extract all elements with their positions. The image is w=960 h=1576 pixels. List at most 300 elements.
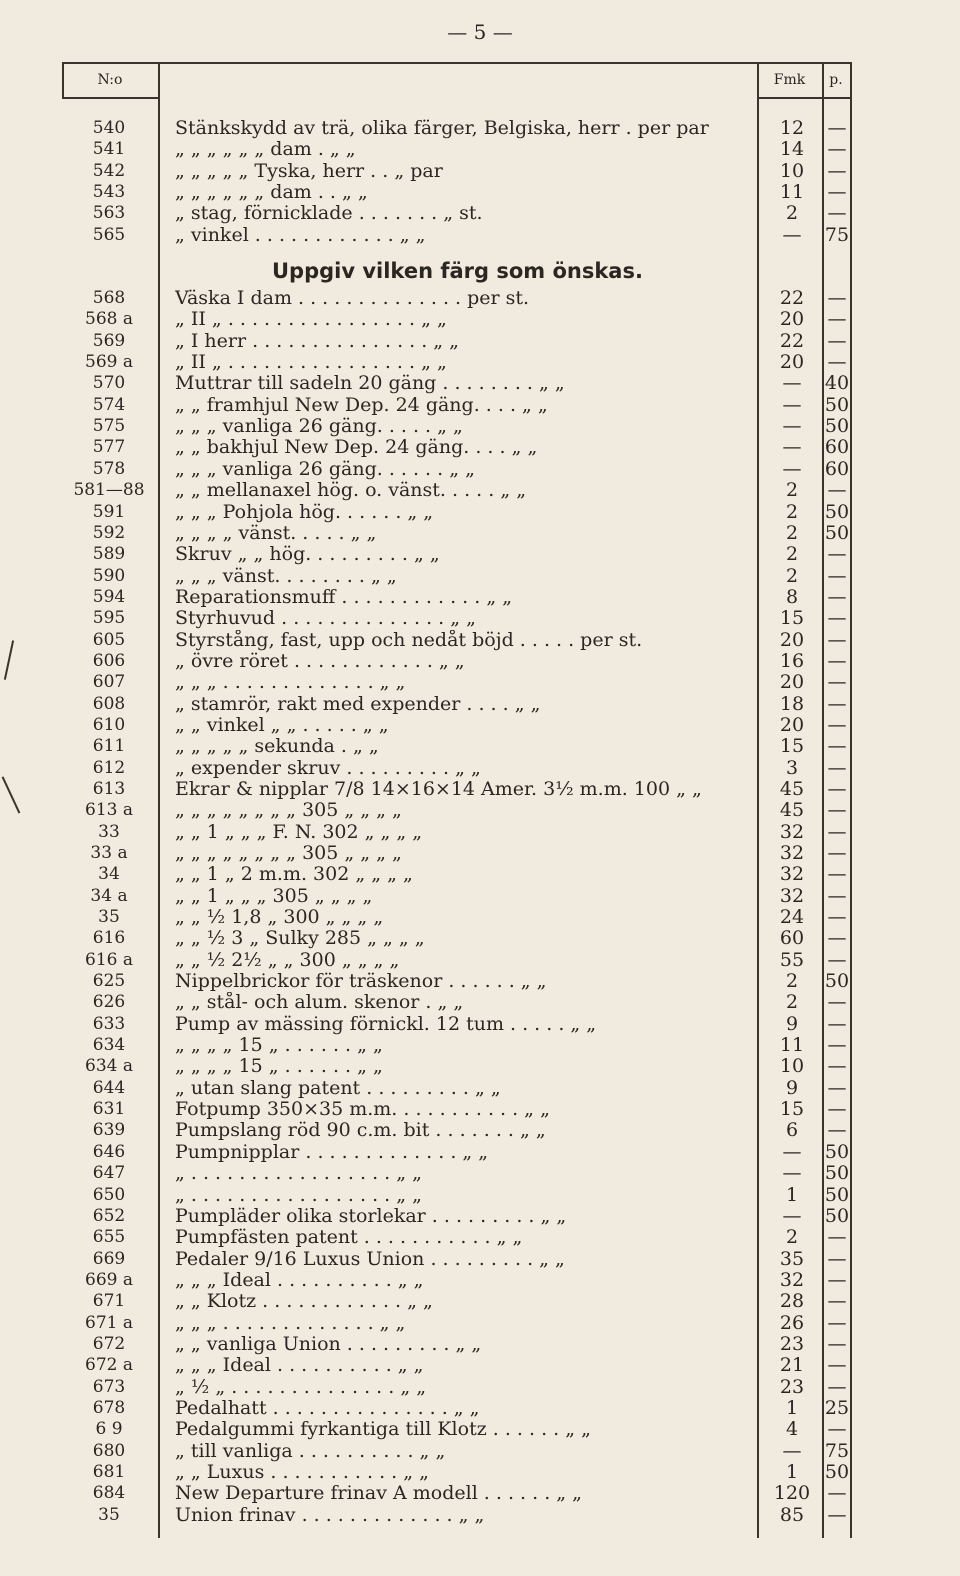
price-pennia: — <box>827 1268 847 1291</box>
item-description: „ „ ½ 3 „ Sulky 285 „ „ „ „ <box>175 928 425 950</box>
price-fmk: 32 <box>779 863 805 886</box>
price-pennia: 75 <box>824 223 850 246</box>
price-pennia: — <box>827 671 847 694</box>
price-fmk: — <box>782 1204 802 1227</box>
item-description: „ II „ . . . . . . . . . . . . . . . . „ „ <box>175 352 447 374</box>
item-description: „ . . . . . . . . . . . . . . . . . „ „ <box>175 1184 422 1206</box>
price-pennia: — <box>827 159 847 182</box>
table-row <box>0 630 960 651</box>
price-fmk: 32 <box>779 842 805 864</box>
price-fmk: 2 <box>785 970 799 993</box>
item-description: Pumpfästen patent . . . . . . . . . . . „ „ <box>175 1227 523 1249</box>
table-row <box>0 1249 960 1270</box>
table-row <box>0 1120 960 1141</box>
table-row <box>0 1270 960 1291</box>
item-description: Pedalgummi fyrkantiga till Klotz . . . . . . „ „ <box>175 1419 591 1441</box>
item-number: 543 <box>92 182 126 203</box>
price-fmk: — <box>782 415 802 438</box>
price-pennia: — <box>827 1226 847 1249</box>
price-fmk: — <box>782 457 802 480</box>
item-description: „ „ „ „ 15 „ . . . . . . „ „ <box>175 1035 383 1057</box>
price-fmk: — <box>782 393 802 416</box>
table-row <box>0 1035 960 1056</box>
price-fmk: 32 <box>779 820 805 843</box>
item-number: 569 a <box>85 352 133 373</box>
col-header-no: N:o <box>97 72 123 88</box>
item-description: „ „ stål- och alum. skenor . „ „ <box>175 992 464 1014</box>
price-pennia: — <box>827 1418 847 1441</box>
table-row <box>0 587 960 608</box>
item-description: „ „ 1 „ „ „ 305 „ „ „ „ <box>175 885 373 907</box>
table-row <box>0 886 960 907</box>
price-fmk: 10 <box>779 159 805 182</box>
item-number: 680 <box>92 1440 126 1461</box>
item-description: „ II „ . . . . . . . . . . . . . . . . „ „ <box>175 309 447 331</box>
price-fmk: 120 <box>773 1482 811 1505</box>
table-row <box>0 544 960 565</box>
price-fmk: 55 <box>779 948 805 971</box>
item-description: Union frinav . . . . . . . . . . . . . „ „ <box>175 1504 485 1526</box>
table-row <box>0 566 960 587</box>
item-number: 631 <box>92 1099 126 1120</box>
price-pennia: 60 <box>824 457 850 480</box>
item-number: 33 a <box>90 843 128 863</box>
price-fmk: 2 <box>785 500 799 523</box>
price-pennia: 50 <box>824 1140 850 1163</box>
item-number: 673 <box>92 1376 126 1397</box>
item-number: 612 <box>92 757 126 778</box>
price-pennia: — <box>827 863 847 886</box>
table-row <box>0 416 960 437</box>
item-description: „ „ „ „ „ sekunda . „ „ <box>175 736 379 758</box>
item-description: Väska I dam . . . . . . . . . . . . . . per st. <box>175 288 530 310</box>
item-description: „ „ mellanaxel hög. o. vänst. . . . . „ „ <box>175 480 527 502</box>
price-fmk: — <box>782 1162 802 1185</box>
price-pennia: — <box>827 1247 847 1270</box>
table-row <box>0 352 960 373</box>
item-description: „ . . . . . . . . . . . . . . . . . „ „ <box>175 1163 422 1185</box>
price-pennia: — <box>827 991 847 1014</box>
item-description: Reparationsmuff . . . . . . . . . . . . „ „ <box>175 586 513 608</box>
price-fmk: 45 <box>779 799 805 822</box>
price-fmk: 2 <box>785 202 799 225</box>
table-row <box>0 715 960 736</box>
price-fmk: 20 <box>779 671 805 694</box>
item-number: 591 <box>92 501 126 522</box>
item-description: „ „ vinkel „ „ . . . . . „ „ <box>175 714 389 736</box>
price-pennia: — <box>827 842 847 864</box>
table-row <box>0 864 960 885</box>
item-number: 644 <box>92 1077 126 1098</box>
price-pennia: 50 <box>824 1460 850 1483</box>
price-fmk: 20 <box>779 351 805 374</box>
col-header-p: p. <box>829 72 843 88</box>
item-number: 606 <box>92 650 126 671</box>
price-fmk: 2 <box>785 991 799 1014</box>
item-number: 671 <box>92 1291 126 1312</box>
item-description: „ „ 1 „ 2 m.m. 302 „ „ „ „ <box>175 864 413 886</box>
page-number: — 5 — <box>447 20 513 44</box>
price-pennia: — <box>827 543 847 566</box>
price-pennia: — <box>827 927 847 950</box>
price-fmk: 11 <box>779 181 805 204</box>
item-number: 34 a <box>90 885 128 906</box>
price-pennia: — <box>827 138 847 161</box>
price-pennia: — <box>827 564 847 587</box>
item-number: 652 <box>92 1205 126 1226</box>
table-row <box>0 459 960 480</box>
price-fmk: 21 <box>779 1354 805 1377</box>
item-number: 672 a <box>85 1355 133 1376</box>
price-fmk: — <box>782 372 802 395</box>
item-number: 616 <box>92 928 126 949</box>
price-pennia: — <box>827 906 847 929</box>
price-fmk: 14 <box>779 138 805 161</box>
item-description: Pump av mässing förnickl. 12 tum . . . . . „ „ <box>175 1013 597 1035</box>
item-number: 595 <box>92 608 126 629</box>
item-description: „ „ „ vanliga 26 gäng. . . . . „ „ <box>175 416 463 438</box>
price-pennia: — <box>827 1055 847 1078</box>
item-description: „ „ „ vänst. . . . . . . . „ „ <box>175 565 397 587</box>
item-number: 592 <box>92 522 126 543</box>
price-pennia: — <box>827 735 847 758</box>
table-row <box>0 1462 960 1483</box>
item-number: 610 <box>92 714 126 735</box>
section-heading-text: Uppgiv vilken färg som önskas. <box>272 259 643 284</box>
section-heading <box>0 246 960 288</box>
table-row <box>0 1163 960 1184</box>
item-description: Pedaler 9/16 Luxus Union . . . . . . . . . „ „ <box>175 1248 565 1270</box>
item-description: „ „ 1 „ „ „ F. N. 302 „ „ „ „ <box>175 821 423 843</box>
item-number: 569 <box>92 330 126 351</box>
item-number: 568 a <box>85 309 133 330</box>
item-description: Styrhuvud . . . . . . . . . . . . . . „ „ <box>175 608 476 630</box>
item-description: „ „ Klotz . . . . . . . . . . . . „ „ <box>175 1291 433 1313</box>
item-number: 577 <box>92 437 126 458</box>
price-fmk: 8 <box>785 585 799 608</box>
item-description: „ stamrör, rakt med expender . . . . „ „ <box>175 693 541 715</box>
price-fmk: 9 <box>785 1012 799 1035</box>
price-pennia: — <box>827 1482 847 1505</box>
table-row <box>0 225 960 246</box>
item-number: 672 <box>92 1333 126 1354</box>
price-pennia: — <box>827 1375 847 1398</box>
price-fmk: 3 <box>785 756 799 779</box>
item-number: 669 a <box>85 1269 133 1290</box>
price-pennia: — <box>827 287 847 310</box>
item-description: Pedalhatt . . . . . . . . . . . . . . . „ „ <box>175 1397 480 1419</box>
price-fmk: 16 <box>779 649 805 672</box>
item-number: 655 <box>92 1227 126 1248</box>
item-number: 611 <box>92 736 126 757</box>
item-number: 650 <box>92 1184 126 1205</box>
price-fmk: 28 <box>779 1290 805 1313</box>
item-description: „ „ „ „ vänst. . . . . „ „ <box>175 522 377 544</box>
table-row <box>0 1483 960 1504</box>
table-row <box>0 1377 960 1398</box>
table-row <box>0 1441 960 1462</box>
item-description: „ „ „ vanliga 26 gäng. . . . . . „ „ <box>175 458 475 480</box>
item-description: „ „ bakhjul New Dep. 24 gäng. . . . „ „ <box>175 437 538 459</box>
table-row <box>0 1185 960 1206</box>
table-row <box>0 1142 960 1163</box>
table-row <box>0 1014 960 1035</box>
item-description: Muttrar till sadeln 20 gäng . . . . . . . . „ „ <box>175 373 565 395</box>
item-number: 625 <box>92 971 126 992</box>
table-row <box>0 608 960 629</box>
price-fmk: — <box>782 223 802 246</box>
item-number: 684 <box>92 1483 126 1504</box>
price-pennia: — <box>827 649 847 672</box>
table-row <box>0 950 960 971</box>
table-row <box>0 1291 960 1312</box>
item-number: 35 <box>98 907 120 928</box>
table-row <box>0 1334 960 1355</box>
price-pennia: — <box>827 1034 847 1057</box>
table-row <box>0 139 960 160</box>
header-rule-amount <box>757 97 850 99</box>
price-pennia: — <box>827 117 847 139</box>
price-fmk: 2 <box>785 1226 799 1249</box>
price-pennia: — <box>827 1098 847 1121</box>
table-row <box>0 672 960 693</box>
price-fmk: 2 <box>785 564 799 587</box>
price-pennia: — <box>827 202 847 225</box>
price-pennia: 50 <box>824 415 850 438</box>
header-rule-no <box>62 97 158 99</box>
price-pennia: — <box>827 692 847 715</box>
item-description: „ „ ½ 2½ „ „ 300 „ „ „ „ <box>175 949 400 971</box>
item-description: Ekrar & nipplar 7/8 14×16×14 Amer. 3½ m.m. 100 „ „ <box>175 778 702 800</box>
item-description: „ vinkel . . . . . . . . . . . . „ „ <box>175 224 426 246</box>
price-fmk: 32 <box>779 1268 805 1291</box>
item-description: „ I herr . . . . . . . . . . . . . . . „ „ <box>175 330 460 352</box>
table-row <box>0 694 960 715</box>
item-description: New Departure frinav A modell . . . . . . „ „ <box>175 1483 583 1505</box>
item-number: 605 <box>92 629 126 650</box>
item-number: 634 a <box>85 1056 133 1077</box>
table-row <box>0 758 960 779</box>
table-row <box>0 331 960 352</box>
price-fmk: 12 <box>779 117 805 139</box>
item-number: 542 <box>92 160 126 181</box>
table-row <box>0 523 960 544</box>
price-fmk: 15 <box>779 1098 805 1121</box>
item-number: 578 <box>92 458 126 479</box>
item-description: „ „ „ Pohjola hög. . . . . . „ „ <box>175 501 434 523</box>
price-pennia: — <box>827 351 847 374</box>
price-fmk: 11 <box>779 1034 805 1057</box>
price-fmk: 32 <box>779 884 805 907</box>
item-description: „ „ „ „ „ „ dam . . „ „ <box>175 182 368 204</box>
item-number: 646 <box>92 1141 126 1162</box>
item-description: „ „ „ „ 15 „ . . . . . . „ „ <box>175 1056 383 1078</box>
price-pennia: 25 <box>824 1396 850 1419</box>
item-number: 565 <box>92 224 126 245</box>
price-pennia: 50 <box>824 1162 850 1185</box>
table-row <box>0 1056 960 1077</box>
table-row <box>0 288 960 309</box>
price-fmk: 23 <box>779 1375 805 1398</box>
item-description: „ „ Luxus . . . . . . . . . . . „ „ <box>175 1461 429 1483</box>
table-row <box>0 1227 960 1248</box>
table-row <box>0 651 960 672</box>
item-description: „ „ „ „ „ Tyska, herr . . „ par <box>175 160 443 182</box>
price-fmk: 1 <box>785 1460 799 1483</box>
price-fmk: 1 <box>785 1396 799 1419</box>
price-pennia: 50 <box>824 970 850 993</box>
item-description: „ „ „ „ „ „ dam . „ „ <box>175 139 356 161</box>
price-fmk: 18 <box>779 692 805 715</box>
item-description: „ expender skruv . . . . . . . . . „ „ <box>175 757 481 779</box>
item-number: 616 a <box>85 949 133 970</box>
price-fmk: — <box>782 436 802 459</box>
table-row <box>0 182 960 203</box>
item-number: 681 <box>92 1461 126 1482</box>
price-pennia: — <box>827 329 847 352</box>
table-row <box>0 736 960 757</box>
item-number: 570 <box>92 373 126 394</box>
item-description: „ „ „ . . . . . . . . . . . . . „ „ <box>175 1312 406 1334</box>
item-description: „ „ „ . . . . . . . . . . . . . „ „ <box>175 672 406 694</box>
price-pennia: — <box>827 479 847 502</box>
price-fmk: 60 <box>779 927 805 950</box>
price-fmk: 15 <box>779 735 805 758</box>
price-pennia: 60 <box>824 436 850 459</box>
price-fmk: 15 <box>779 607 805 630</box>
item-description: Skruv „ „ hög. . . . . . . . . „ „ <box>175 544 440 566</box>
price-fmk: 26 <box>779 1311 805 1334</box>
item-number: 639 <box>92 1120 126 1141</box>
price-fmk: 1 <box>785 1183 799 1206</box>
table-row <box>0 907 960 928</box>
item-description: „ utan slang patent . . . . . . . . . „ „ <box>175 1077 501 1099</box>
price-pennia: — <box>827 308 847 331</box>
price-pennia: 75 <box>824 1439 850 1462</box>
table-row <box>0 779 960 800</box>
item-number: 669 <box>92 1248 126 1269</box>
item-description: „ stag, förnicklade . . . . . . . „ st. <box>175 203 483 225</box>
table-row <box>0 437 960 458</box>
table-row <box>0 1078 960 1099</box>
price-fmk: 2 <box>785 543 799 566</box>
price-pennia: — <box>827 777 847 800</box>
price-pennia: 50 <box>824 393 850 416</box>
price-fmk: 10 <box>779 1055 805 1078</box>
price-pennia: 50 <box>824 1183 850 1206</box>
price-fmk: 20 <box>779 628 805 651</box>
table-row <box>0 992 960 1013</box>
table-row <box>0 843 960 864</box>
table-row <box>0 161 960 182</box>
table-row <box>0 502 960 523</box>
item-number: 581—88 <box>73 480 145 501</box>
item-description: Fotpump 350×35 m.m. . . . . . . . . . . „ „ <box>175 1099 550 1121</box>
table-row <box>0 118 960 139</box>
table-row <box>0 1505 960 1526</box>
item-number: 626 <box>92 992 126 1013</box>
price-fmk: 22 <box>779 287 805 310</box>
item-number: 647 <box>92 1163 126 1184</box>
item-number: 541 <box>92 139 126 160</box>
price-fmk: 85 <box>779 1503 805 1526</box>
price-pennia: — <box>827 1119 847 1142</box>
price-pennia: — <box>827 1354 847 1377</box>
item-number: 608 <box>92 693 126 714</box>
item-description: „ ½ „ . . . . . . . . . . . . . . „ „ <box>175 1376 427 1398</box>
price-pennia: — <box>827 1290 847 1313</box>
item-number: 34 <box>98 864 120 885</box>
price-pennia: — <box>827 1076 847 1099</box>
price-pennia: — <box>827 1332 847 1355</box>
price-pennia: 50 <box>824 500 850 523</box>
item-description: „ „ ½ 1,8 „ 300 „ „ „ „ <box>175 907 384 929</box>
item-number: 540 <box>92 118 126 138</box>
item-number: 563 <box>92 203 126 224</box>
table-row <box>0 395 960 416</box>
price-pennia: — <box>827 585 847 608</box>
price-fmk: 22 <box>779 329 805 352</box>
price-pennia: 50 <box>824 521 850 544</box>
item-number: 678 <box>92 1397 126 1418</box>
item-description: Stänkskydd av trä, olika färger, Belgiska, herr . per par <box>175 118 709 139</box>
item-number: 568 <box>92 288 126 309</box>
col-header-fmk: Fmk <box>773 72 806 88</box>
table-row <box>0 480 960 501</box>
item-number: 634 <box>92 1035 126 1056</box>
table-row <box>0 822 960 843</box>
price-fmk: 24 <box>779 906 805 929</box>
table-row <box>0 971 960 992</box>
price-pennia: — <box>827 713 847 736</box>
item-number: 607 <box>92 672 126 693</box>
price-pennia: — <box>827 820 847 843</box>
price-fmk: 9 <box>785 1076 799 1099</box>
item-description: Pumpslang röd 90 c.m. bit . . . . . . . „ „ <box>175 1120 546 1142</box>
table-row <box>0 1313 960 1334</box>
item-description: Styrstång, fast, upp och nedåt böjd . . . . . per st. <box>175 629 643 651</box>
price-fmk: 20 <box>779 308 805 331</box>
item-number: 6 9 <box>95 1419 123 1440</box>
price-pennia: — <box>827 607 847 630</box>
item-description: „ „ vanliga Union . . . . . . . . . „ „ <box>175 1333 482 1355</box>
item-description: „ „ framhjul New Dep. 24 gäng. . . . „ „ <box>175 394 548 416</box>
table-row <box>0 1398 960 1419</box>
item-number: 613 <box>92 778 126 799</box>
price-pennia: — <box>827 756 847 779</box>
price-fmk: 45 <box>779 777 805 800</box>
price-pennia: — <box>827 948 847 971</box>
item-description: Pumpnipplar . . . . . . . . . . . . . „ „ <box>175 1141 489 1163</box>
table-row <box>0 309 960 330</box>
item-description: „ „ „ Ideal . . . . . . . . . . „ „ <box>175 1355 424 1377</box>
table-row <box>0 1419 960 1440</box>
item-description: „ „ „ Ideal . . . . . . . . . . „ „ <box>175 1269 424 1291</box>
item-number: 633 <box>92 1013 126 1034</box>
table-row <box>0 1099 960 1120</box>
price-fmk: 23 <box>779 1332 805 1355</box>
item-description: „ „ „ „ „ „ „ „ 305 „ „ „ „ <box>175 843 402 864</box>
price-pennia: 50 <box>824 1204 850 1227</box>
item-number: 671 a <box>85 1312 133 1333</box>
item-number: 589 <box>92 544 126 565</box>
table-row <box>0 800 960 821</box>
table-row <box>0 928 960 949</box>
catalog-table <box>0 118 960 1526</box>
item-description: „ „ „ „ „ „ „ „ 305 „ „ „ „ <box>175 800 402 822</box>
catalog-rows-main <box>0 288 960 1526</box>
table-top-rule <box>62 62 852 64</box>
